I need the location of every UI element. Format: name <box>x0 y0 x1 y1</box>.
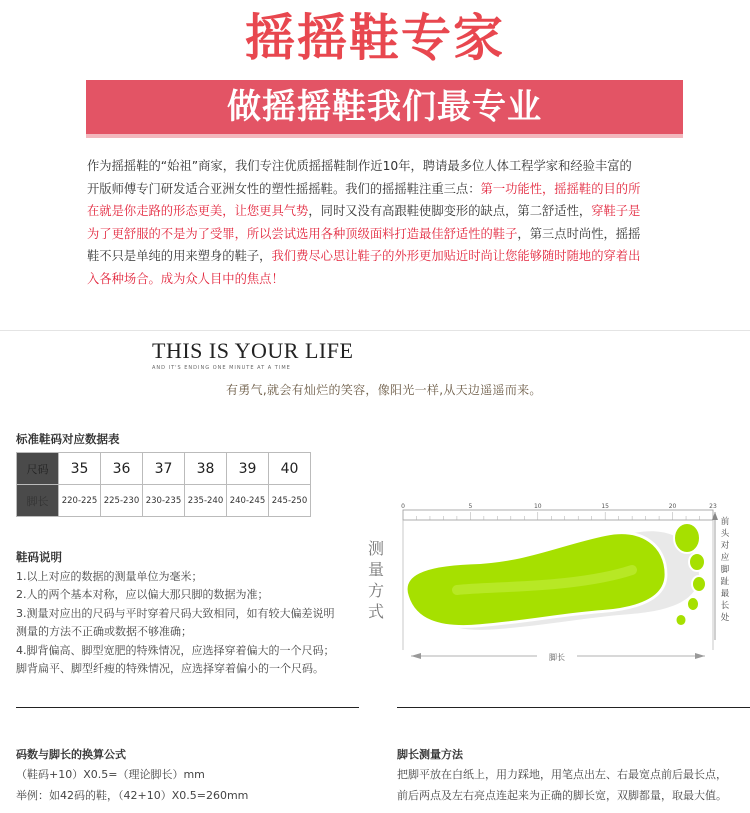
note-line: 脚背扁平、脚型纤瘦的特殊情况，应选择穿着偏小的一个尺码。 <box>16 662 324 676</box>
intro-paragraph <box>87 155 685 290</box>
note-line: 2.人的两个基本对称，应以偏大那只脚的数据为准； <box>16 588 269 602</box>
notes-title: 鞋码说明 <box>16 550 62 564</box>
foot-length-cell: 235-240 <box>185 485 227 517</box>
ruler-tick-label: 10 <box>533 503 542 510</box>
length-arrow-left <box>411 653 421 659</box>
ruler-tick-label: 20 <box>668 503 677 510</box>
intro-line <box>87 178 685 201</box>
ruler-tick-label: 0 <box>401 503 405 510</box>
size-cell: 37 <box>143 453 185 485</box>
foot-length-row-label: 脚长 <box>17 485 59 517</box>
slogan-title: THIS IS YOUR LIFE <box>152 338 354 363</box>
foot-length-cell: 220-225 <box>59 485 101 517</box>
ruler-tick-label: 5 <box>468 503 473 510</box>
foot-length-label: 脚长 <box>549 653 565 662</box>
length-arrow-right <box>695 653 705 659</box>
toe-print <box>674 523 700 553</box>
method-text <box>397 764 750 806</box>
intro-text: ，第三点时尚性，摇摇 <box>517 226 641 241</box>
note-line: 1.以上对应的数据的测量单位为毫米； <box>16 570 203 583</box>
size-cell: 39 <box>227 453 269 485</box>
page-title: 摇摇鞋专家 <box>245 9 505 67</box>
toe-print <box>676 614 687 626</box>
foot-measure-illustration <box>397 500 737 670</box>
notes-list <box>16 568 361 678</box>
foot-length-row <box>17 485 311 517</box>
size-cell: 36 <box>101 453 143 485</box>
banner-shadow <box>86 134 683 138</box>
ruler-tick-label: 15 <box>601 503 609 510</box>
note-line: 3.测量对应出的尺码与平时穿着尺码大致相同，如有较大偏差说明 <box>16 606 335 620</box>
intro-text: 鞋不只是单纯的用来塑身的鞋子， <box>87 249 272 263</box>
intro-text: 开版师傅专门研发适合亚洲女性的塑性摇摇鞋。我们的摇摇鞋注重三点： <box>87 181 481 196</box>
divider-left <box>16 707 359 708</box>
intro-line <box>87 268 685 291</box>
foot-length-cell: 245-250 <box>269 485 311 517</box>
formula-title: 码数与脚长的换算公式 <box>16 748 126 761</box>
toe-measure-label: 前头对应脚趾最长处 <box>720 517 730 623</box>
slogan-chinese: 有勇气,就会有灿烂的笑容，像阳光一样,从天边遥遥而来。 <box>226 383 542 397</box>
foot-length-cell: 240-245 <box>227 485 269 517</box>
toe-print <box>689 553 705 571</box>
size-row <box>17 453 311 485</box>
formula-example: 举例：如42码的鞋，（42+10）X0.5=260mm <box>16 789 249 802</box>
method-line: 把脚平放在白纸上，用力踩地，用笔点出左、右最宽点前后最长点， <box>397 768 727 781</box>
note-line: 测量的方法不正确或数据不够准确； <box>16 625 192 639</box>
banner-text: 做摇摇鞋我们最专业 <box>227 87 542 127</box>
intro-highlight: 我们费尽心思让鞋子的外形更加贴近时尚让您能够随时随地的穿着出 <box>271 249 641 263</box>
foot-length-cell: 225-230 <box>101 485 143 517</box>
intro-line <box>87 200 685 223</box>
foot-length-cell: 230-235 <box>143 485 185 517</box>
intro-line <box>87 155 685 178</box>
formula-text <box>16 764 248 806</box>
method-line: 前后两点及左右亮点连起来为正确的脚长宽，双脚都量，取最大值。 <box>397 789 727 802</box>
divider-right <box>397 707 750 708</box>
note-line: 4.脚背偏高、脚型宽肥的特殊情况，应选择穿着偏大的一个尺码； <box>16 643 335 657</box>
slogan-subtitle: AND IT'S ENDING ONE MINUTE AT A TIME <box>152 365 291 371</box>
size-cell: 40 <box>269 453 311 485</box>
ruler-bar <box>403 510 713 520</box>
formula-line: （鞋码+10）X0.5=（理论脚长）mm <box>16 768 205 781</box>
toe-print <box>687 597 699 611</box>
toe-print <box>692 576 706 592</box>
size-table-title: 标准鞋码对应数据表 <box>16 432 120 446</box>
intro-highlight: 入各种场合。成为众人目中的焦点！ <box>87 271 284 286</box>
size-cell: 38 <box>185 453 227 485</box>
ruler-tick-label: 23 <box>709 503 717 510</box>
intro-highlight: 为了更舒服的不是为了受罪，所以尝试选用各种顶级面料打造最佳舒适性的鞋子 <box>87 226 518 241</box>
measure-method-label: 测量方式 <box>368 539 385 621</box>
size-row-label: 尺码 <box>17 453 59 485</box>
intro-text: ，同时又没有高跟鞋使脚变形的缺点，第二舒适性， <box>308 204 592 218</box>
intro-highlight: 第一功能性，摇摇鞋的目的所 <box>480 181 641 196</box>
intro-line <box>87 223 685 246</box>
method-title: 脚长测量方法 <box>397 748 463 761</box>
size-table <box>16 452 311 517</box>
intro-text: 作为摇摇鞋的“始祖”商家，我们专注优质摇摇鞋制作近10年，聘请最多位人体工程学家和经验丰富的 <box>87 159 632 173</box>
foot-sole-icon <box>406 531 699 630</box>
intro-line <box>87 245 685 268</box>
size-cell: 35 <box>59 453 101 485</box>
intro-highlight: 穿鞋子是 <box>591 204 641 218</box>
intro-highlight: 在就是你走路的形态更美，让您更具气势 <box>87 204 309 218</box>
section-divider <box>0 330 750 331</box>
